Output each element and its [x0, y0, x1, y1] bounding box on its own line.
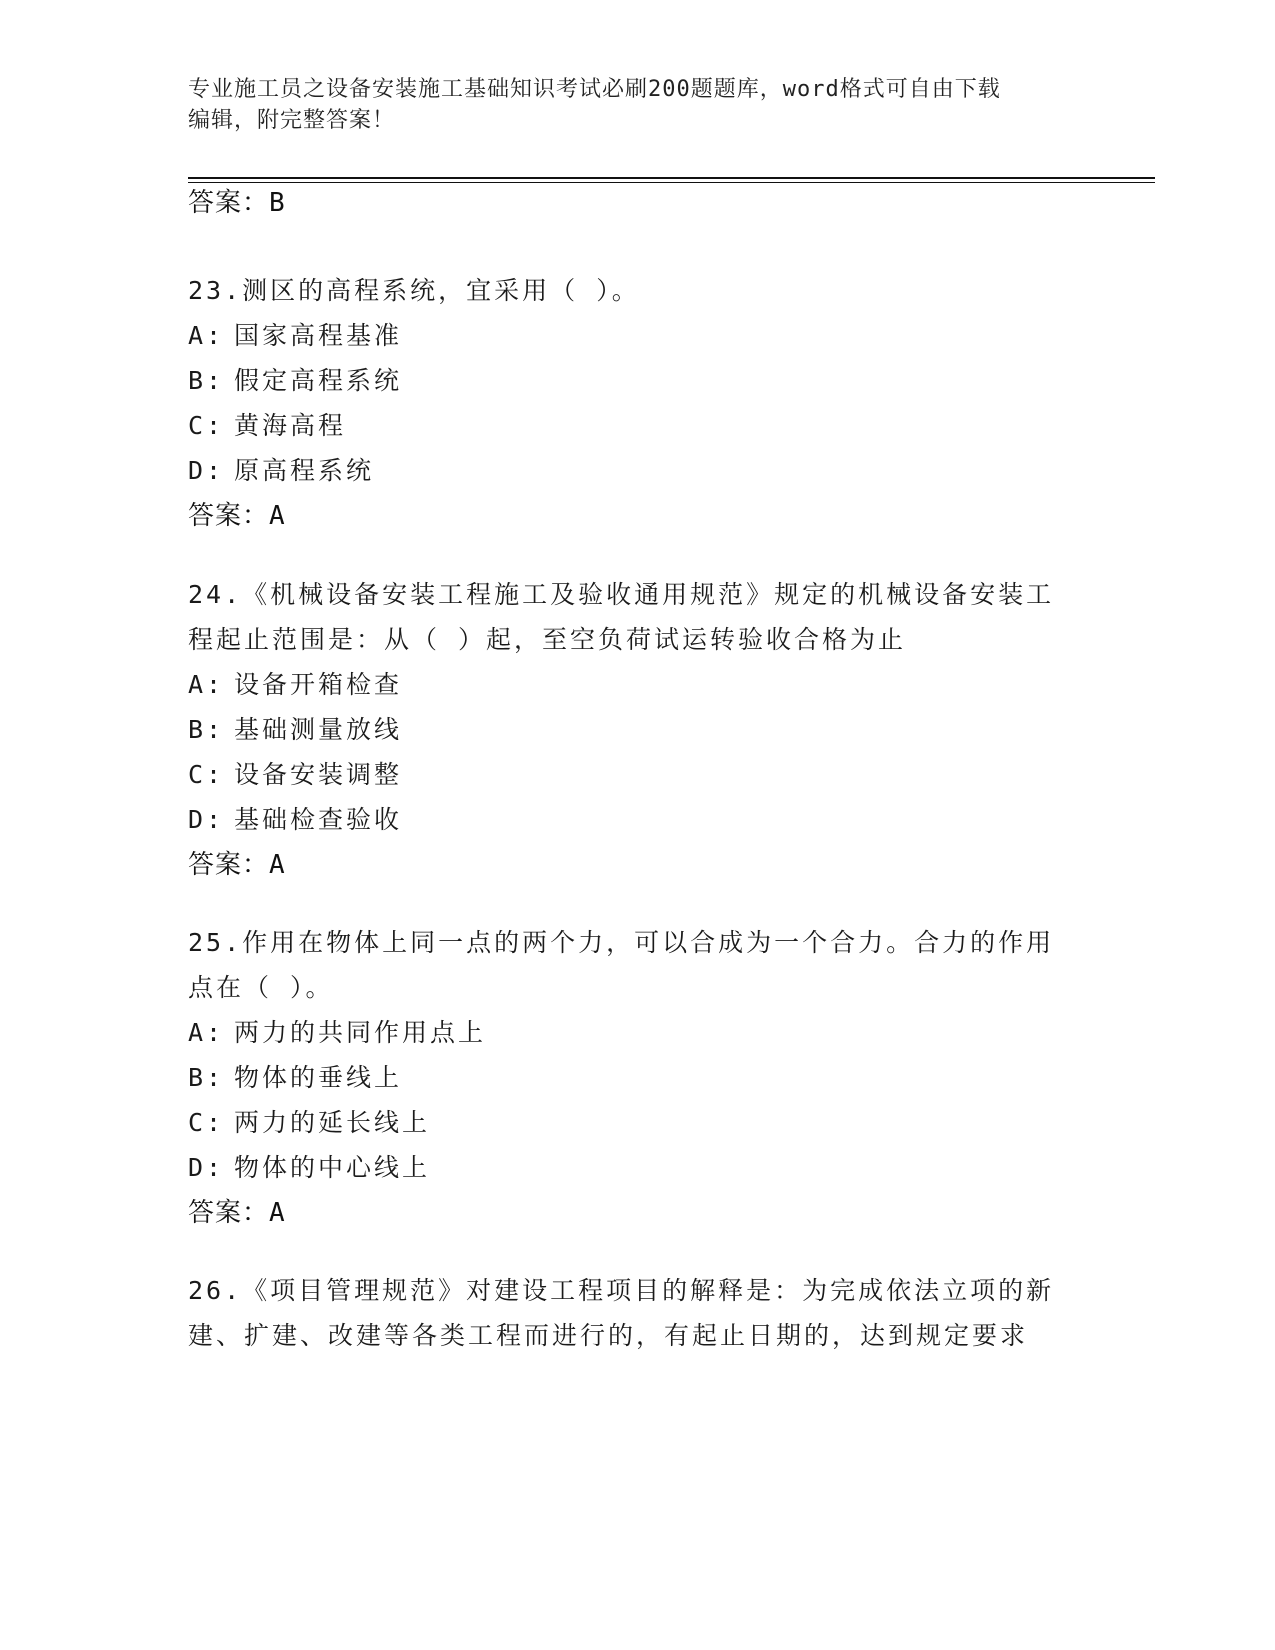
- option-c: [188, 1100, 1088, 1145]
- option-d: [188, 448, 1088, 493]
- option-key: C:: [188, 411, 225, 440]
- option-c: [188, 403, 1088, 448]
- option-text: 国家高程基准: [234, 321, 403, 350]
- option-key: B:: [188, 1063, 225, 1092]
- header-line-1: 专业施工员之设备安装施工基础知识考试必刷200题题库，word格式可自由下载: [188, 77, 1001, 102]
- document-header: [188, 74, 1088, 136]
- option-key: C:: [188, 760, 225, 789]
- answer-value: A: [269, 850, 286, 880]
- option-a: [188, 313, 1088, 358]
- option-key: D:: [188, 456, 225, 485]
- option-key: A:: [188, 1018, 225, 1047]
- option-key: B:: [188, 366, 225, 395]
- option-d: [188, 1145, 1088, 1190]
- option-b: [188, 1055, 1088, 1100]
- option-c: [188, 752, 1088, 797]
- option-text: 物体的中心线上: [234, 1153, 431, 1182]
- answer-value: B: [269, 188, 286, 218]
- option-text: 两力的共同作用点上: [234, 1018, 487, 1047]
- answer-value: A: [269, 501, 286, 531]
- answer-label: 答案：: [188, 850, 270, 880]
- answer-label: 答案：: [188, 188, 270, 218]
- option-text: 设备安装调整: [234, 760, 403, 789]
- option-b: [188, 358, 1088, 403]
- option-d: [188, 797, 1088, 842]
- option-key: B:: [188, 715, 225, 744]
- option-text: 基础检查验收: [234, 805, 403, 834]
- option-text: 两力的延长线上: [234, 1108, 431, 1137]
- header-divider-thick: [188, 177, 1155, 179]
- option-text: 设备开箱检查: [234, 670, 403, 699]
- question-23: [188, 268, 1088, 539]
- question-stem-line: 26.《项目管理规范》对建设工程项目的解释是：为完成依法立项的新: [188, 1276, 1055, 1305]
- option-b: [188, 707, 1088, 752]
- answer-value: A: [269, 1198, 286, 1228]
- question-answer: [188, 493, 1088, 539]
- option-key: A:: [188, 670, 225, 699]
- question-answer: [188, 842, 1088, 888]
- question-26: [188, 1268, 1088, 1358]
- answer-label: 答案：: [188, 1198, 270, 1228]
- question-answer: [188, 1190, 1088, 1236]
- option-text: 假定高程系统: [234, 366, 403, 395]
- question-stem-line: 24.《机械设备安装工程施工及验收通用规范》规定的机械设备安装工: [188, 580, 1055, 609]
- question-stem-line: 建、扩建、改建等各类工程而进行的，有起止日期的，达到规定要求: [188, 1321, 1029, 1350]
- option-text: 原高程系统: [234, 456, 375, 485]
- question-stem-line: 23.测区的高程系统，宜采用（ ）。: [188, 276, 640, 305]
- question-stem-line: 25.作用在物体上同一点的两个力，可以合成为一个合力。合力的作用: [188, 928, 1055, 957]
- option-key: C:: [188, 1108, 225, 1137]
- question-stem-line: 程起止范围是：从（ ）起，至空负荷试运转验收合格为止: [188, 625, 907, 654]
- option-text: 基础测量放线: [234, 715, 403, 744]
- option-key: A:: [188, 321, 225, 350]
- header-divider-thin: [188, 182, 1155, 183]
- option-key: D:: [188, 1153, 225, 1182]
- option-a: [188, 662, 1088, 707]
- question-24: [188, 572, 1088, 888]
- option-text: 黄海高程: [234, 411, 347, 440]
- option-a: [188, 1010, 1088, 1055]
- header-line-2: 编辑，附完整答案！: [188, 108, 396, 133]
- question-25: [188, 920, 1088, 1236]
- previous-answer: [188, 186, 286, 220]
- option-key: D:: [188, 805, 225, 834]
- question-stem-line: 点在（ ）。: [188, 973, 334, 1002]
- answer-label: 答案：: [188, 501, 270, 531]
- option-text: 物体的垂线上: [234, 1063, 403, 1092]
